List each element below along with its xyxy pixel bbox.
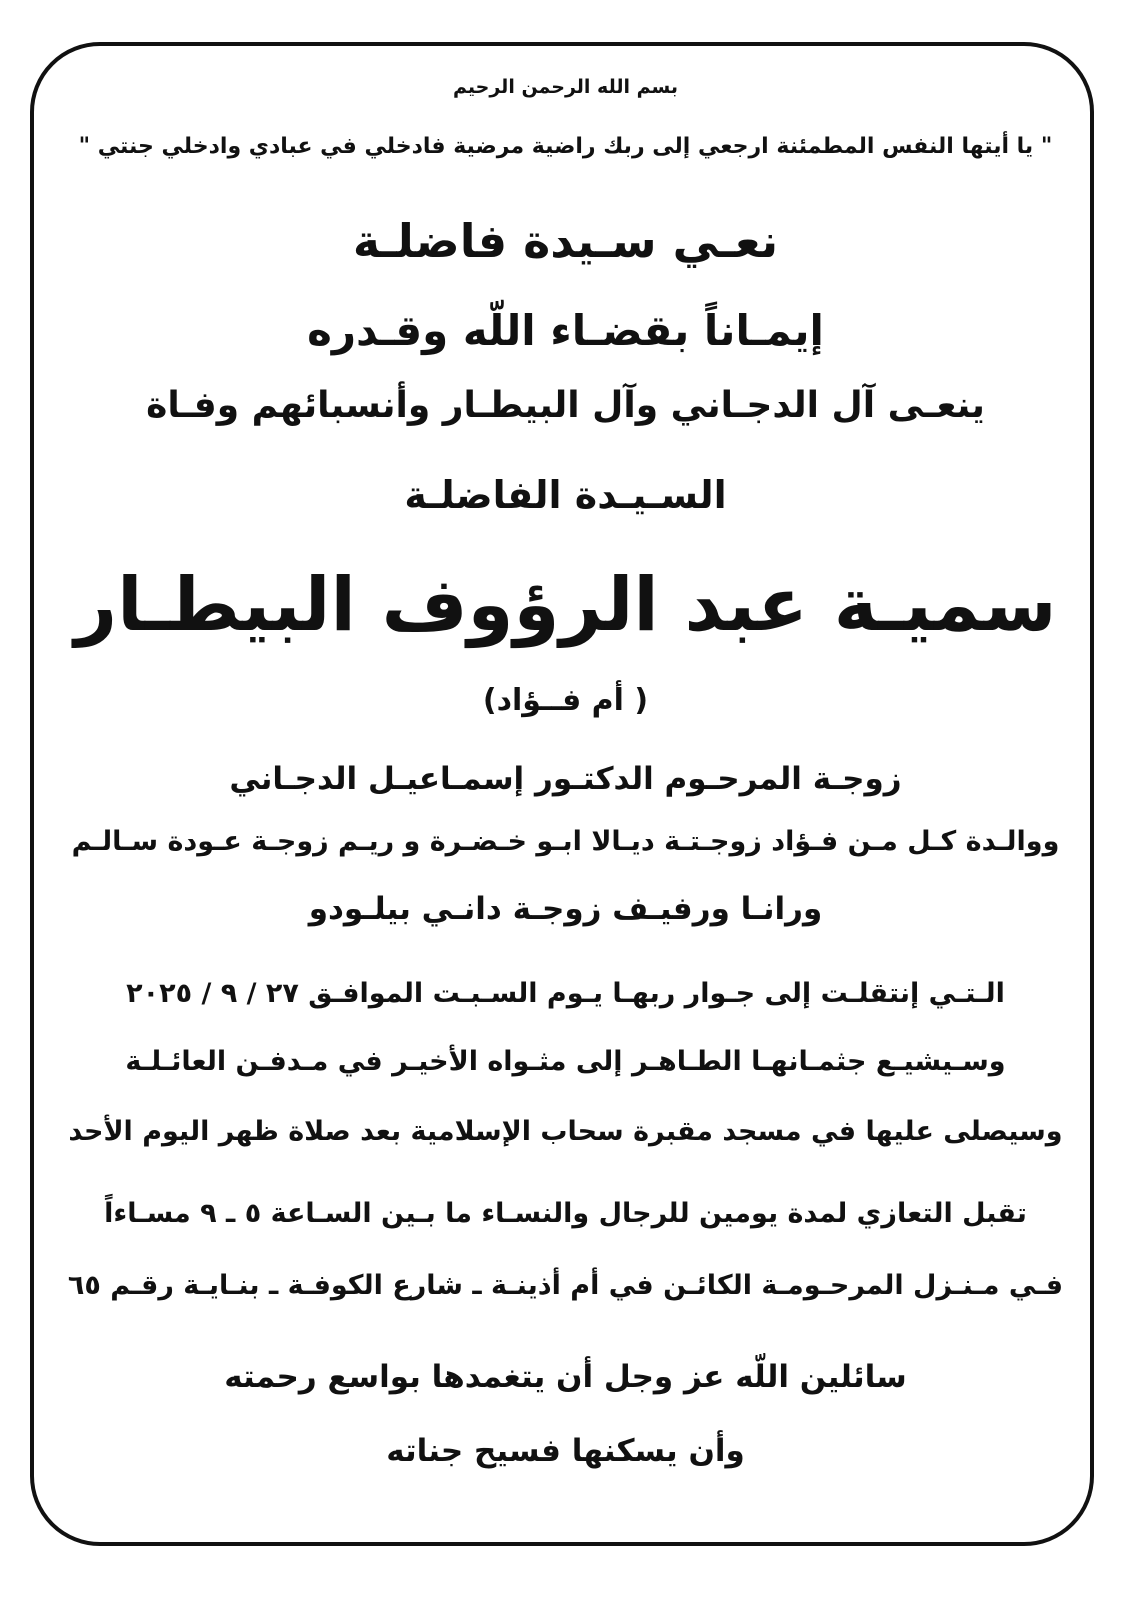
closing-prayer-line-2: وأن يسكنها فسيح جناته — [386, 1433, 745, 1469]
condolence-time-line: تقبل التعازي لمدة يومين للرجال والنسـاء ما بـين السـاعة ٥ ـ ٩ مسـاءاً — [104, 1198, 1027, 1229]
deceased-name: سميـة عبد الرؤوف البيطـار — [74, 562, 1057, 648]
notice-heading: نعـي سـيدة فاضلـة — [352, 214, 779, 268]
announcers-line: ينعـى آل الدجـاني وآل البيطـار وأنسبائهم وفـاة — [146, 385, 985, 426]
closing-prayer-line: سائلين اللّه عز وجل أن يتغمدها بواسع رحمته — [224, 1359, 907, 1395]
faith-line: إيمـاناً بقضـاء اللّه وقـدره — [307, 306, 824, 355]
condolence-location-line: فـي مـنـزل المرحـومـة الكائـن في أم أذينـة ـ شارع الكوفـة ـ بنـايـة رقـم ٦٥ — [67, 1270, 1064, 1301]
basmala: بسم الله الرحمن الرحيم — [453, 76, 678, 98]
prayer-line: وسيصلى عليها في مسجد مقبرة سحاب الإسلامية بعد صلاة ظهر اليوم الأحد — [68, 1116, 1063, 1147]
funeral-line: وسـيشيـع جثمـانهـا الطـاهـر إلى مثـواه الأخيـر في مـدفـن العائـلـة — [125, 1046, 1006, 1077]
honorific-title: السـيـدة الفاضلـة — [404, 473, 727, 517]
death-date-line: الـتـي إنتقلـت إلى جـوار ربهـا يـوم السـبـت الموافـق ٢٧ / ٩ / ٢٠٢٥ — [126, 978, 1005, 1009]
children-line-2: ورانـا ورفيـف زوجـة دانـي بيلـودو — [308, 891, 823, 927]
children-line: ووالـدة كـل مـن فـؤاد زوجـتـة ديـالا ابـو خـضـرة و ريـم زوجـة عـودة سـالـم — [71, 826, 1060, 857]
quran-verse: " يا أيتها النفس المطمئنة ارجعي إلى ربك راضية مرضية فادخلي في عبادي وادخلي جنتي " — [78, 134, 1053, 159]
spouse-line: زوجـة المرحـوم الدكتـور إسمـاعيـل الدجـاني — [229, 761, 902, 797]
kunya: ( أم فــؤاد) — [482, 683, 649, 718]
